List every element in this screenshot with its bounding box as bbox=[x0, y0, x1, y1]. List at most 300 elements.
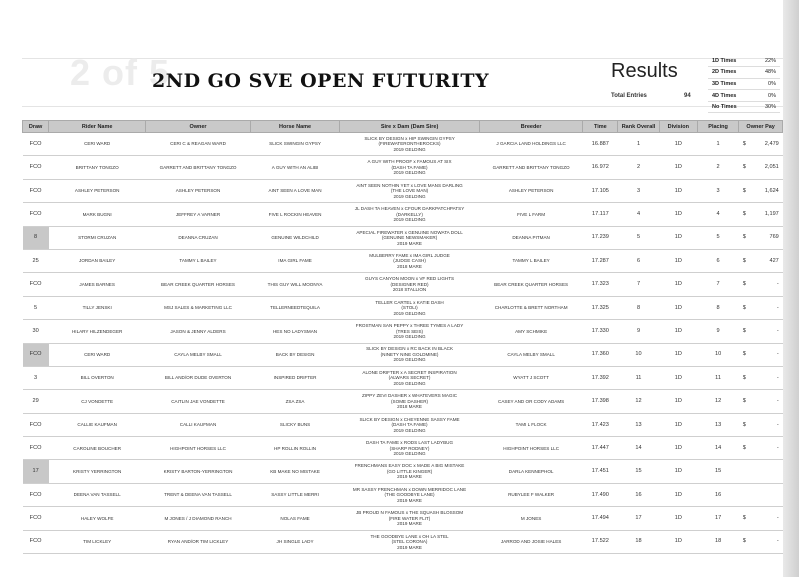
sire-dam-line: (GENUINE NEWSMAKER) bbox=[381, 235, 438, 240]
rank-cell: 15 bbox=[618, 460, 659, 483]
rider-cell: CERI WARD bbox=[49, 133, 146, 156]
column-header: Horse Name bbox=[250, 121, 339, 133]
sire-dam-line: (NINETY NINE GOLDMINE) bbox=[380, 351, 439, 357]
sire-dam-line: 2019 MARE bbox=[397, 474, 422, 480]
owner-cell: KRISTY BARTON-YERRINGTON bbox=[146, 460, 251, 483]
rider-cell: JORDAN BAILEY bbox=[49, 249, 146, 272]
sire-dam-line: DASH TA FAME x RODS LAST LADYBUG bbox=[366, 440, 454, 446]
pay-currency: $ bbox=[742, 187, 746, 194]
time-cell: 17.360 bbox=[583, 343, 618, 366]
placing-cell: 9 bbox=[697, 320, 738, 343]
sire-dam-cell bbox=[340, 179, 480, 202]
division-cell: 1D bbox=[659, 460, 697, 483]
owner-pay-cell bbox=[739, 390, 783, 413]
placing-cell: 1 bbox=[697, 133, 738, 156]
horse-cell: TELLERNEEDTEQUILA bbox=[250, 296, 339, 319]
rank-cell: 10 bbox=[618, 343, 659, 366]
time-cell: 17.287 bbox=[583, 249, 618, 272]
rider-cell: TILLY JENSKI bbox=[49, 296, 146, 319]
owner-pay-cell bbox=[739, 366, 783, 389]
owner-pay-cell bbox=[739, 507, 783, 530]
division-cell: 1D bbox=[659, 390, 697, 413]
horse-cell: GENUINE WILDCHILD bbox=[250, 226, 339, 249]
owner-cell: JASON & JENNY ALDERS bbox=[146, 320, 251, 343]
column-header: Placing bbox=[697, 121, 738, 133]
owner-pay-cell bbox=[739, 273, 783, 296]
breeder-cell: CHARLOTTE & BRETT NORTHAM bbox=[479, 296, 583, 319]
owner-cell: BEAR CREEK QUARTER HORSES bbox=[146, 273, 251, 296]
sire-dam-line: (FIRE WATER FLIT) bbox=[388, 515, 431, 521]
rank-cell: 2 bbox=[618, 156, 659, 179]
pay-currency: $ bbox=[742, 515, 746, 522]
pay-currency: $ bbox=[742, 421, 746, 428]
times-value: 22% bbox=[751, 55, 780, 67]
sire-dam-line: (STOLI) bbox=[401, 305, 418, 311]
sire-dam-line: MULBERRY FAME x IMA GIRL JUDGE bbox=[369, 252, 450, 258]
owner-pay-cell bbox=[739, 156, 783, 179]
horse-cell: ZSA ZSA bbox=[250, 390, 339, 413]
times-value: 48% bbox=[751, 67, 780, 79]
sire-dam-line: (DASH TA FAME) bbox=[391, 164, 428, 170]
pay-currency: $ bbox=[742, 234, 746, 241]
sire-dam-line: 2019 MARE bbox=[397, 521, 422, 527]
breeder-cell: CAYLA MELBY SMALL bbox=[479, 343, 583, 366]
pay-amount: - bbox=[776, 421, 779, 428]
table-header-row bbox=[23, 121, 783, 133]
pay-amount: 769 bbox=[769, 234, 779, 241]
table-row bbox=[23, 179, 783, 202]
owner-pay-cell bbox=[739, 249, 783, 272]
pay-currency: $ bbox=[742, 211, 746, 218]
pay-currency: $ bbox=[742, 304, 746, 311]
rider-cell: BRITTANY TONGZO bbox=[49, 156, 146, 179]
owner-cell: TAMMY L BAILEY bbox=[146, 249, 251, 272]
breeder-cell: J GARCIA LAND HOLDINGS LLC bbox=[479, 133, 583, 156]
owner-pay-cell bbox=[739, 133, 783, 156]
division-cell: 1D bbox=[659, 296, 697, 319]
results-table bbox=[22, 120, 783, 554]
column-header: Owner bbox=[146, 121, 251, 133]
time-cell: 16.887 bbox=[583, 133, 618, 156]
pay-amount: 2,479 bbox=[764, 140, 779, 147]
breeder-cell: BEAR CREEK QUARTER HORSES bbox=[479, 273, 583, 296]
placing-cell: 12 bbox=[697, 390, 738, 413]
sire-dam-line: (FIREWATERONTHEROCKS) bbox=[378, 141, 441, 147]
pay-amount: - bbox=[776, 444, 779, 451]
owner-pay-cell bbox=[739, 413, 783, 436]
draw-cell: 5 bbox=[23, 296, 49, 319]
sire-dam-cell bbox=[340, 133, 480, 156]
times-value: 0% bbox=[751, 90, 780, 102]
horse-cell: BACK BY DESIGN bbox=[250, 343, 339, 366]
division-cell: 1D bbox=[659, 249, 697, 272]
time-cell: 17.239 bbox=[583, 226, 618, 249]
division-cell: 1D bbox=[659, 226, 697, 249]
sire-dam-line: (SHARP RODNEY) bbox=[389, 445, 430, 451]
breeder-cell: AMY SCHMIKE bbox=[479, 320, 583, 343]
rider-cell: BILL OVERTON bbox=[49, 366, 146, 389]
owner-cell: M JONES / J DIAMOND RANCH bbox=[146, 507, 251, 530]
sire-dam-line: SLICK BY DESIGN x CHEYENNE SASSY FAME bbox=[359, 416, 460, 422]
rider-cell: CAROLINE BOUCHER bbox=[49, 437, 146, 460]
draw-cell: 3 bbox=[23, 366, 49, 389]
draw-cell: FCO bbox=[23, 156, 49, 179]
horse-cell: A GUY WITH AN ALIBI bbox=[250, 156, 339, 179]
times-label: 3D Times bbox=[708, 78, 751, 90]
times-row bbox=[708, 90, 780, 102]
placing-cell: 4 bbox=[697, 203, 738, 226]
time-cell: 17.494 bbox=[583, 507, 618, 530]
horse-cell: IMA GIRL FAME bbox=[250, 249, 339, 272]
sire-dam-line: 2019 GELDING bbox=[393, 146, 426, 152]
rank-cell: 14 bbox=[618, 437, 659, 460]
division-cell: 1D bbox=[659, 156, 697, 179]
time-cell: 17.447 bbox=[583, 437, 618, 460]
column-header: Rank Overall bbox=[618, 121, 659, 133]
placing-cell: 8 bbox=[697, 296, 738, 319]
owner-cell: GARRETT AND BRITTANY TONGZO bbox=[146, 156, 251, 179]
rank-cell: 6 bbox=[618, 249, 659, 272]
division-cell: 1D bbox=[659, 507, 697, 530]
breeder-cell: ASHLEY PETERSON bbox=[479, 179, 583, 202]
sire-dam-line: 2019 GELDING bbox=[393, 217, 426, 223]
sire-dam-line: 2019 GELDING bbox=[393, 451, 426, 457]
sire-dam-line: (DASH TA FAME) bbox=[391, 422, 428, 428]
sire-dam-line: FRENCHMANS EASY DOC x MADE A BIG MISTAKE bbox=[354, 463, 465, 469]
draw-cell: FCO bbox=[23, 507, 49, 530]
rider-cell: CERI WARD bbox=[49, 343, 146, 366]
time-cell: 17.398 bbox=[583, 390, 618, 413]
sire-dam-line: 2019 MARE bbox=[397, 544, 422, 550]
rider-cell: DEENA VAN TASSELL bbox=[49, 483, 146, 506]
table-row bbox=[23, 507, 783, 530]
breeder-cell: GARRETT AND BRITTANY TONGZO bbox=[479, 156, 583, 179]
total-entries-value: 94 bbox=[684, 93, 691, 99]
sire-dam-cell bbox=[340, 273, 480, 296]
owner-cell: DEANNA CRUZAN bbox=[146, 226, 251, 249]
table-row bbox=[23, 460, 783, 483]
horse-cell: AINT SEEN A LOVE MAN bbox=[250, 179, 339, 202]
sire-dam-line: 2019 GELDING bbox=[393, 310, 426, 316]
placing-cell: 18 bbox=[697, 530, 738, 553]
pay-currency: $ bbox=[742, 351, 746, 358]
horse-cell: NOLAS FAME bbox=[250, 507, 339, 530]
times-row bbox=[708, 101, 780, 113]
draw-cell: 17 bbox=[23, 460, 49, 483]
draw-cell: 30 bbox=[23, 320, 49, 343]
rider-cell: STORMI CRUZAN bbox=[49, 226, 146, 249]
sire-dam-line: JB PROUD N FAMOUS x THE SQUASH BLOSSOM bbox=[355, 510, 464, 516]
sire-dam-line: (THE LOVE MAN) bbox=[390, 188, 429, 194]
table-row bbox=[23, 390, 783, 413]
owner-pay-cell bbox=[739, 460, 783, 483]
sire-dam-line: (STEL CORONA) bbox=[391, 539, 428, 545]
sire-dam-line: 2019 GELDING bbox=[393, 170, 426, 176]
owner-pay-cell bbox=[739, 530, 783, 553]
breeder-cell: TAMMY L BAILEY bbox=[479, 249, 583, 272]
sire-dam-line: MR SASSY FRENCHMAN x DOWN MERRIDOC LANE bbox=[352, 486, 467, 492]
sire-dam-line: (ALWARS SECRET) bbox=[388, 375, 431, 381]
rank-cell: 7 bbox=[618, 273, 659, 296]
placing-cell: 5 bbox=[697, 226, 738, 249]
owner-cell: CALLI KAUFMAN bbox=[146, 413, 251, 436]
sire-dam-cell bbox=[340, 226, 480, 249]
sire-dam-cell bbox=[340, 437, 480, 460]
division-cell: 1D bbox=[659, 530, 697, 553]
division-cell: 1D bbox=[659, 343, 697, 366]
times-label: 4D Times bbox=[708, 90, 751, 102]
horse-cell: SLICK SWINGIN GYPSY bbox=[250, 133, 339, 156]
rider-cell: MARK BUGNI bbox=[49, 203, 146, 226]
pay-amount: - bbox=[776, 398, 779, 405]
placing-cell: 6 bbox=[697, 249, 738, 272]
owner-cell: TRENT & DEENA VAN TASSELL bbox=[146, 483, 251, 506]
sire-dam-line: GUYS CANYON MOON x VF RED LIGHTS bbox=[365, 276, 455, 282]
pay-currency: $ bbox=[742, 281, 746, 288]
placing-cell: 10 bbox=[697, 343, 738, 366]
rider-cell: HILARY HILZENDEGER bbox=[49, 320, 146, 343]
rank-cell: 1 bbox=[618, 133, 659, 156]
sire-dam-line: (DESIGNER RED) bbox=[390, 281, 429, 287]
draw-cell: 29 bbox=[23, 390, 49, 413]
sire-dam-line: 2018 MARE bbox=[397, 404, 422, 410]
owner-cell: ASHLEY PETERSON bbox=[146, 179, 251, 202]
placing-cell: 17 bbox=[697, 507, 738, 530]
sire-dam-line: ZIPPY ZEVI DASHER x WHATEVERS MAGIC bbox=[362, 393, 458, 399]
pay-amount: - bbox=[776, 374, 779, 381]
sire-dam-line: (TRES SEIS) bbox=[396, 328, 424, 334]
pay-currency: $ bbox=[742, 374, 746, 381]
table-row bbox=[23, 413, 783, 436]
sire-dam-cell bbox=[340, 249, 480, 272]
sire-dam-line: 2019 GELDING bbox=[393, 193, 426, 199]
owner-pay-cell bbox=[739, 203, 783, 226]
division-cell: 1D bbox=[659, 203, 697, 226]
times-row bbox=[708, 78, 780, 90]
owner-cell: CERI C & REAGAN WARD bbox=[146, 133, 251, 156]
draw-cell: 25 bbox=[23, 249, 49, 272]
sire-dam-cell bbox=[340, 296, 480, 319]
division-times-table bbox=[708, 55, 780, 113]
table-row bbox=[23, 530, 783, 553]
sire-dam-line: 2019 GELDING bbox=[393, 427, 426, 433]
pay-amount: - bbox=[776, 281, 779, 288]
breeder-cell: RUBYLEE F WALKER bbox=[479, 483, 583, 506]
sire-dam-cell bbox=[340, 203, 480, 226]
table-row bbox=[23, 366, 783, 389]
rider-cell: CALLIE KAUFMAN bbox=[49, 413, 146, 436]
table-row bbox=[23, 226, 783, 249]
time-cell: 17.323 bbox=[583, 273, 618, 296]
draw-cell: FCO bbox=[23, 203, 49, 226]
owner-pay-cell bbox=[739, 320, 783, 343]
placing-cell: 2 bbox=[697, 156, 738, 179]
rank-cell: 3 bbox=[618, 179, 659, 202]
pay-amount: - bbox=[776, 304, 779, 311]
sire-dam-line: ALONE DRIFTER x A SECRET INSPIRATION bbox=[362, 369, 457, 375]
time-cell: 16.972 bbox=[583, 156, 618, 179]
rider-cell: CJ VONDETTE bbox=[49, 390, 146, 413]
sire-dam-cell bbox=[340, 156, 480, 179]
column-header: Rider Name bbox=[49, 121, 146, 133]
draw-cell: 8 bbox=[23, 226, 49, 249]
division-cell: 1D bbox=[659, 179, 697, 202]
sire-dam-cell bbox=[340, 366, 480, 389]
times-label: 2D Times bbox=[708, 67, 751, 79]
sire-dam-line: SLICK BY DESIGN x RC BACK IN BLACK bbox=[366, 346, 454, 352]
time-cell: 17.451 bbox=[583, 460, 618, 483]
division-cell: 1D bbox=[659, 273, 697, 296]
placing-cell: 14 bbox=[697, 437, 738, 460]
pay-currency: $ bbox=[742, 398, 746, 405]
times-row bbox=[708, 67, 780, 79]
column-header: Division bbox=[659, 121, 697, 133]
horse-cell: SLICKY BUNS bbox=[250, 413, 339, 436]
division-cell: 1D bbox=[659, 437, 697, 460]
breeder-cell: JARROD AND JOSIE HALES bbox=[479, 530, 583, 553]
table-row bbox=[23, 133, 783, 156]
time-cell: 17.423 bbox=[583, 413, 618, 436]
rider-cell: KRISTY YERRINGTON bbox=[49, 460, 146, 483]
owner-cell: MSJ SALES & MARKETING LLC bbox=[146, 296, 251, 319]
rank-cell: 17 bbox=[618, 507, 659, 530]
column-header: Owner Pay bbox=[739, 121, 783, 133]
sire-dam-line: THE GOODBYE LANE x OH LA STEL bbox=[370, 533, 449, 539]
horse-cell: KB MAKE NO MISTAKE bbox=[250, 460, 339, 483]
pay-amount: 1,624 bbox=[764, 187, 779, 194]
time-cell: 17.392 bbox=[583, 366, 618, 389]
rank-cell: 5 bbox=[618, 226, 659, 249]
rank-cell: 11 bbox=[618, 366, 659, 389]
sire-dam-line: (DARKELLY) bbox=[396, 211, 423, 217]
results-heading: Results bbox=[611, 60, 678, 82]
draw-cell: FCO bbox=[23, 273, 49, 296]
owner-pay-cell bbox=[739, 343, 783, 366]
sheet-gridline bbox=[22, 106, 783, 107]
draw-cell: FCO bbox=[23, 413, 49, 436]
division-cell: 1D bbox=[659, 133, 697, 156]
table-row bbox=[23, 320, 783, 343]
placing-cell: 16 bbox=[697, 483, 738, 506]
sire-dam-line: (GO LITTLE KINGER) bbox=[386, 468, 433, 474]
pay-currency: $ bbox=[742, 257, 746, 264]
draw-cell: FCO bbox=[23, 179, 49, 202]
sire-dam-line: 2019 GELDING bbox=[393, 334, 426, 340]
sire-dam-cell bbox=[340, 483, 480, 506]
time-cell: 17.490 bbox=[583, 483, 618, 506]
owner-cell: CAYLA MELBY SMALL bbox=[146, 343, 251, 366]
draw-cell: FCO bbox=[23, 483, 49, 506]
rank-cell: 4 bbox=[618, 203, 659, 226]
pay-amount: 2,051 bbox=[764, 164, 779, 171]
breeder-cell: DARLA KENNEPHOL bbox=[479, 460, 583, 483]
table-row bbox=[23, 483, 783, 506]
placing-cell: 13 bbox=[697, 413, 738, 436]
sire-dam-line: FROSTMAN SAN PEPPY x THREE TYMES A LADY bbox=[355, 323, 464, 329]
total-entries-label: Total Entries bbox=[611, 93, 647, 99]
column-header: Draw bbox=[23, 121, 49, 133]
sire-dam-cell bbox=[340, 343, 480, 366]
owner-pay-cell bbox=[739, 179, 783, 202]
owner-cell: BILL AND/OR DUDE OVERTON bbox=[146, 366, 251, 389]
owner-cell: HIGHPOINT HORSES LLC bbox=[146, 437, 251, 460]
owner-pay-cell bbox=[739, 483, 783, 506]
times-value: 0% bbox=[751, 78, 780, 90]
draw-cell: FCO bbox=[23, 530, 49, 553]
times-label: No Times bbox=[708, 101, 751, 113]
page-watermark: 2 of 5 bbox=[70, 52, 171, 93]
pay-amount: - bbox=[776, 351, 779, 358]
time-cell: 17.522 bbox=[583, 530, 618, 553]
sire-dam-line: JL DASH TA HEAVEN x CFOUR DARKPATCHPATSY bbox=[354, 206, 465, 212]
sire-dam-line: 2018 MARE bbox=[397, 263, 422, 269]
sire-dam-cell bbox=[340, 413, 480, 436]
owner-pay-cell bbox=[739, 226, 783, 249]
table-row bbox=[23, 273, 783, 296]
draw-cell: FCO bbox=[23, 133, 49, 156]
time-cell: 17.105 bbox=[583, 179, 618, 202]
time-cell: 17.330 bbox=[583, 320, 618, 343]
placing-cell: 7 bbox=[697, 273, 738, 296]
rank-cell: 12 bbox=[618, 390, 659, 413]
event-title: 2ND GO SVE OPEN FUTURITY bbox=[152, 70, 490, 92]
pay-amount: 427 bbox=[769, 257, 779, 264]
times-value: 30% bbox=[751, 101, 780, 113]
sire-dam-line: (THE GOODBYE LANE) bbox=[384, 492, 435, 498]
breeder-cell: DEANNA PITMAN bbox=[479, 226, 583, 249]
sire-dam-cell bbox=[340, 460, 480, 483]
breeder-cell: HIGHPOINT HORSES LLC bbox=[479, 437, 583, 460]
times-label: 1D Times bbox=[708, 55, 751, 67]
owner-pay-cell bbox=[739, 296, 783, 319]
column-header: Time bbox=[583, 121, 618, 133]
sire-dam-line: 2019 MARE bbox=[397, 497, 422, 503]
table-row bbox=[23, 343, 783, 366]
owner-cell: CAITLIN JAE VONDETTE bbox=[146, 390, 251, 413]
pay-amount: - bbox=[776, 327, 779, 334]
sire-dam-cell bbox=[340, 530, 480, 553]
time-cell: 17.325 bbox=[583, 296, 618, 319]
horse-cell: JH SINGLE LADY bbox=[250, 530, 339, 553]
rider-cell: JAMES BARNES bbox=[49, 273, 146, 296]
rank-cell: 8 bbox=[618, 296, 659, 319]
owner-cell: JEFFREY A VARNER bbox=[146, 203, 251, 226]
rank-cell: 9 bbox=[618, 320, 659, 343]
sire-dam-line: (SOME DASHER) bbox=[391, 398, 429, 404]
sire-dam-line: 2019 GELDING bbox=[393, 357, 426, 363]
table-row bbox=[23, 296, 783, 319]
pay-amount: - bbox=[776, 515, 779, 522]
sire-dam-cell bbox=[340, 320, 480, 343]
breeder-cell: TAMI L FLOCK bbox=[479, 413, 583, 436]
owner-cell: RYAN AND/OR TIM LICKLEY bbox=[146, 530, 251, 553]
sire-dam-line: 2018 STALLION bbox=[392, 287, 427, 293]
pay-amount: - bbox=[776, 538, 779, 545]
horse-cell: INSPIRED DRIFTER bbox=[250, 366, 339, 389]
horse-cell: HES NO LADYSMAN bbox=[250, 320, 339, 343]
times-row bbox=[708, 55, 780, 67]
pay-currency: $ bbox=[742, 327, 746, 334]
pay-amount: 1,197 bbox=[764, 211, 779, 218]
table-row bbox=[23, 437, 783, 460]
time-cell: 17.117 bbox=[583, 203, 618, 226]
placing-cell: 3 bbox=[697, 179, 738, 202]
horse-cell: SASSY LITTLE MERRI bbox=[250, 483, 339, 506]
rider-cell: ASHLEY PETERSON bbox=[49, 179, 146, 202]
sire-dam-cell bbox=[340, 507, 480, 530]
rank-cell: 13 bbox=[618, 413, 659, 436]
pay-currency: $ bbox=[742, 164, 746, 171]
